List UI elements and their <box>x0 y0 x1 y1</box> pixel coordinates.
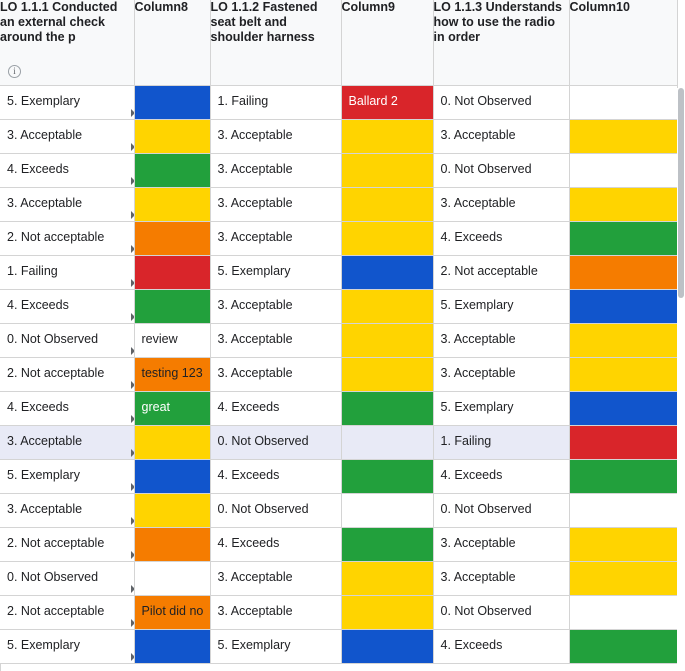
table-cell[interactable] <box>210 187 341 221</box>
cell-text <box>570 120 677 153</box>
cell-text: 0. Not Observed <box>440 501 532 516</box>
table-cell[interactable] <box>569 595 677 629</box>
cell-text <box>342 596 433 629</box>
cell-text <box>570 290 677 323</box>
cell-text: 3. Acceptable <box>7 195 83 210</box>
cell-text: 3. Acceptable <box>440 569 516 584</box>
table-cell[interactable] <box>134 323 210 357</box>
table-cell[interactable] <box>134 85 210 119</box>
table-cell[interactable] <box>210 221 341 255</box>
column-header-column10[interactable] <box>569 0 677 85</box>
cell-text <box>135 222 210 255</box>
cell-text <box>342 324 433 357</box>
cell-text <box>570 426 677 459</box>
cell-text: 0. Not Observed <box>7 331 99 346</box>
column-header-label: Column10 <box>569 0 630 14</box>
table-cell[interactable] <box>0 357 134 391</box>
cell-text: 3. Acceptable <box>217 229 293 244</box>
table-row[interactable] <box>0 561 677 595</box>
vertical-scrollbar[interactable] <box>677 88 685 671</box>
table-row[interactable] <box>0 323 677 357</box>
cell-text: 2. Not acceptable <box>7 229 105 244</box>
cell-text: 5. Exemplary <box>7 467 80 482</box>
table-cell[interactable] <box>569 459 677 493</box>
column-header-lo-1-1-3[interactable] <box>433 0 569 85</box>
cell-text <box>135 154 210 187</box>
cell-text <box>135 256 210 289</box>
cell-text <box>570 494 677 527</box>
table-cell[interactable] <box>433 255 569 289</box>
cell-text: 3. Acceptable <box>7 501 83 516</box>
cell-text <box>342 562 433 595</box>
table-row[interactable] <box>0 425 677 459</box>
table-cell[interactable] <box>569 391 677 425</box>
table-cell[interactable] <box>134 255 210 289</box>
cell-text: 0. Not Observed <box>217 433 309 448</box>
table-cell[interactable] <box>341 119 433 153</box>
table-cell[interactable] <box>210 595 341 629</box>
cell-text: 3. Acceptable <box>217 297 293 312</box>
table-cell[interactable] <box>569 527 677 561</box>
table-cell[interactable] <box>341 153 433 187</box>
table-cell[interactable] <box>210 527 341 561</box>
cell-text: 3. Acceptable <box>7 433 83 448</box>
table-cell[interactable] <box>341 221 433 255</box>
table-cell[interactable] <box>0 493 134 527</box>
table-cell[interactable] <box>341 391 433 425</box>
column-header-lo-1-1-2[interactable] <box>210 0 341 85</box>
cell-text: 0. Not Observed <box>440 603 532 618</box>
cell-text: 4. Exceeds <box>7 297 69 312</box>
table-cell[interactable] <box>569 323 677 357</box>
table-cell[interactable] <box>134 289 210 323</box>
cell-text: 1. Failing <box>217 93 269 108</box>
table-body <box>0 85 677 663</box>
cell-text <box>342 528 433 561</box>
cell-text: 4. Exceeds <box>7 399 69 414</box>
cell-text <box>342 256 433 289</box>
cell-text <box>570 188 677 221</box>
cell-text: 2. Not acceptable <box>7 603 105 618</box>
table-row[interactable] <box>0 527 677 561</box>
table-row[interactable] <box>0 187 677 221</box>
table-cell[interactable] <box>0 425 134 459</box>
cell-text: 0. Not Observed <box>440 93 532 108</box>
cell-text <box>570 324 677 357</box>
column-header-label: LO 1.1.1 Conducted an external check around the p <box>0 0 118 44</box>
table-cell[interactable] <box>0 289 134 323</box>
table-cell[interactable] <box>0 459 134 493</box>
table-cell[interactable] <box>0 153 134 187</box>
cell-text <box>135 630 210 663</box>
table-cell[interactable] <box>341 357 433 391</box>
table-row[interactable] <box>0 493 677 527</box>
table-cell[interactable] <box>0 391 134 425</box>
table-cell[interactable] <box>210 629 341 663</box>
cell-text: 4. Exceeds <box>440 637 503 652</box>
cell-text <box>570 630 677 663</box>
column-header-label: Column9 <box>341 0 395 14</box>
cell-text <box>342 630 433 663</box>
cell-text: 4. Exceeds <box>7 161 69 176</box>
cell-text <box>135 528 210 561</box>
cell-text <box>135 290 210 323</box>
cell-text: 4. Exceeds <box>440 229 503 244</box>
table-cell[interactable] <box>0 119 134 153</box>
cell-text <box>135 460 210 493</box>
cell-text: testing 123 <box>141 365 203 380</box>
cell-text <box>135 426 210 459</box>
table-cell[interactable] <box>569 255 677 289</box>
table-cell[interactable] <box>134 527 210 561</box>
cell-text: 5. Exemplary <box>217 263 291 278</box>
table-cell[interactable] <box>210 255 341 289</box>
cell-text <box>570 460 677 493</box>
table-cell[interactable] <box>569 119 677 153</box>
cell-text: 3. Acceptable <box>217 161 293 176</box>
table-cell[interactable] <box>341 187 433 221</box>
table-cell[interactable] <box>569 357 677 391</box>
cell-text <box>570 562 677 595</box>
table-cell[interactable] <box>210 357 341 391</box>
table-cell[interactable] <box>341 85 433 119</box>
table-cell[interactable] <box>433 323 569 357</box>
cell-text: 4. Exceeds <box>217 467 280 482</box>
cell-text: 4. Exceeds <box>217 399 280 414</box>
table-row[interactable] <box>0 391 677 425</box>
cell-text <box>342 222 433 255</box>
cell-text: 3. Acceptable <box>440 535 516 550</box>
table-cell[interactable] <box>210 493 341 527</box>
table-cell[interactable] <box>569 425 677 459</box>
cell-text <box>342 494 433 527</box>
table-cell[interactable] <box>433 595 569 629</box>
table-cell[interactable] <box>134 629 210 663</box>
column-header-label: LO 1.1.2 Fastened seat belt and shoulder harness <box>210 0 318 44</box>
table-cell[interactable] <box>0 527 134 561</box>
table-cell[interactable] <box>433 527 569 561</box>
table-row[interactable] <box>0 221 677 255</box>
table-cell[interactable] <box>0 595 134 629</box>
table-cell[interactable] <box>433 629 569 663</box>
column-header-label: Column8 <box>134 0 188 14</box>
table-cell[interactable] <box>433 459 569 493</box>
cell-text: 5. Exemplary <box>7 93 80 108</box>
cell-text: 3. Acceptable <box>440 365 516 380</box>
cell-text: Ballard 2 <box>348 93 398 108</box>
cell-text <box>570 392 677 425</box>
table-row[interactable] <box>0 85 677 119</box>
cell-text <box>342 120 433 153</box>
cell-text: 4. Exceeds <box>217 535 280 550</box>
column-header-lo-1-1-1[interactable] <box>0 0 134 85</box>
cell-text: 3. Acceptable <box>217 569 293 584</box>
cell-text: 0. Not Observed <box>440 161 532 176</box>
table-cell[interactable] <box>134 391 210 425</box>
cell-text: 3. Acceptable <box>217 127 293 142</box>
table-cell[interactable] <box>569 493 677 527</box>
table-cell[interactable] <box>210 425 341 459</box>
cell-text <box>135 86 210 119</box>
cell-text <box>570 86 677 119</box>
table-cell[interactable] <box>341 527 433 561</box>
table-cell[interactable] <box>341 289 433 323</box>
table-row[interactable] <box>0 357 677 391</box>
table-row[interactable] <box>0 153 677 187</box>
cell-text <box>570 256 677 289</box>
table-cell[interactable] <box>433 221 569 255</box>
table-row[interactable] <box>0 595 677 629</box>
cell-text: 5. Exemplary <box>440 297 514 312</box>
table-cell[interactable] <box>210 289 341 323</box>
table-cell[interactable] <box>0 85 134 119</box>
table-cell[interactable] <box>341 561 433 595</box>
table-cell[interactable] <box>0 561 134 595</box>
cell-text: 3. Acceptable <box>7 127 83 142</box>
info-icon[interactable]: i <box>8 65 21 78</box>
table-cell[interactable] <box>134 153 210 187</box>
table-cell[interactable] <box>569 153 677 187</box>
table-cell[interactable] <box>341 459 433 493</box>
table-cell[interactable] <box>569 629 677 663</box>
table-cell[interactable] <box>134 119 210 153</box>
cell-text: 3. Acceptable <box>217 331 293 346</box>
table-cell[interactable] <box>0 323 134 357</box>
table-cell[interactable] <box>433 493 569 527</box>
cell-text <box>342 358 433 391</box>
cell-text: 2. Not acceptable <box>440 263 538 278</box>
cell-text: 5. Exemplary <box>217 637 291 652</box>
table-cell[interactable] <box>0 221 134 255</box>
cell-text <box>570 222 677 255</box>
table-cell[interactable] <box>134 459 210 493</box>
cell-text: 5. Exemplary <box>440 399 514 414</box>
column-header-column9[interactable] <box>341 0 433 85</box>
table-cell[interactable] <box>569 85 677 119</box>
cell-text: 3. Acceptable <box>217 603 293 618</box>
table-cell[interactable] <box>569 561 677 595</box>
table-cell[interactable] <box>134 561 210 595</box>
table-cell[interactable] <box>210 459 341 493</box>
table-cell[interactable] <box>433 425 569 459</box>
cell-text: review <box>141 331 178 346</box>
table-row[interactable] <box>0 119 677 153</box>
table-cell[interactable] <box>341 323 433 357</box>
cell-text <box>342 460 433 493</box>
table-cell[interactable] <box>0 629 134 663</box>
cell-text <box>135 562 210 595</box>
table-cell[interactable] <box>433 289 569 323</box>
table-cell[interactable] <box>210 85 341 119</box>
cell-text <box>342 154 433 187</box>
cell-text: great <box>141 399 170 414</box>
table-cell[interactable] <box>341 493 433 527</box>
table-cell[interactable] <box>433 153 569 187</box>
cell-text <box>342 290 433 323</box>
cell-text: Pilot did no <box>141 603 204 618</box>
cell-text: 3. Acceptable <box>440 331 516 346</box>
cell-text: 0. Not Observed <box>7 569 99 584</box>
table-header <box>0 0 677 85</box>
table-row[interactable] <box>0 459 677 493</box>
table-cell[interactable] <box>341 595 433 629</box>
table-cell[interactable] <box>433 85 569 119</box>
cell-text <box>570 358 677 391</box>
table-cell[interactable] <box>0 255 134 289</box>
table-cell[interactable] <box>134 187 210 221</box>
table-cell[interactable] <box>341 255 433 289</box>
cell-text: 0. Not Observed <box>217 501 309 516</box>
table-cell[interactable] <box>210 391 341 425</box>
table-cell[interactable] <box>0 187 134 221</box>
cell-text <box>135 494 210 527</box>
vertical-scrollbar-thumb[interactable] <box>678 88 684 298</box>
table-cell[interactable] <box>341 629 433 663</box>
table-cell[interactable] <box>433 357 569 391</box>
cell-text <box>135 188 210 221</box>
table-cell[interactable] <box>134 425 210 459</box>
table-cell[interactable] <box>569 289 677 323</box>
table-cell[interactable] <box>210 561 341 595</box>
table-cell[interactable] <box>569 187 677 221</box>
table-cell[interactable] <box>210 153 341 187</box>
cell-text <box>342 426 433 459</box>
table-cell[interactable] <box>341 425 433 459</box>
table-cell[interactable] <box>433 391 569 425</box>
cell-text <box>570 528 677 561</box>
cell-text <box>570 596 677 629</box>
cell-text <box>135 120 210 153</box>
table-cell[interactable] <box>210 323 341 357</box>
table-row[interactable] <box>0 289 677 323</box>
table-row[interactable] <box>0 255 677 289</box>
table-row[interactable] <box>0 629 677 663</box>
table-cell[interactable] <box>134 357 210 391</box>
column-header-label: LO 1.1.3 Understands how to use the radio in order <box>433 0 563 44</box>
column-header-column8[interactable] <box>134 0 210 85</box>
cell-text: 2. Not acceptable <box>7 535 105 550</box>
table-cell[interactable] <box>134 595 210 629</box>
cell-text: 3. Acceptable <box>217 365 293 380</box>
table-cell[interactable] <box>134 221 210 255</box>
table-cell[interactable] <box>433 561 569 595</box>
cell-text: 4. Exceeds <box>440 467 503 482</box>
cell-text: 2. Not acceptable <box>7 365 105 380</box>
cell-text: 3. Acceptable <box>440 127 516 142</box>
cell-text: 5. Exemplary <box>7 637 80 652</box>
table-cell[interactable] <box>433 187 569 221</box>
cell-text: 1. Failing <box>440 433 492 448</box>
table-cell[interactable] <box>569 221 677 255</box>
table-cell[interactable] <box>433 119 569 153</box>
table-cell[interactable] <box>134 493 210 527</box>
cell-text <box>342 392 433 425</box>
cell-text: 1. Failing <box>7 263 58 278</box>
cell-text: 3. Acceptable <box>217 195 293 210</box>
table-cell[interactable] <box>210 119 341 153</box>
cell-text: 3. Acceptable <box>440 195 516 210</box>
cell-text <box>570 154 677 187</box>
header-row <box>0 0 677 85</box>
cell-text <box>342 188 433 221</box>
